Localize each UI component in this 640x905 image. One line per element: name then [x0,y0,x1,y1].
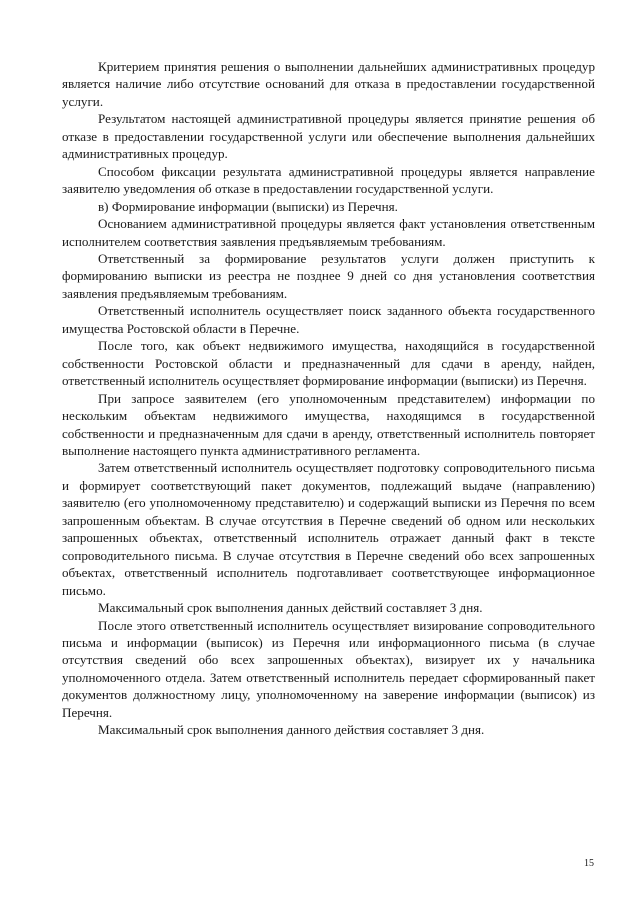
paragraph: Способом фиксации результата административной процедуры является направление заявителю уведомления об отказе в предоставлении государственной услуги. [62,163,595,197]
paragraph: Максимальный срок выполнения данного действия составляет 3 дня. [98,722,485,738]
paragraph: Затем ответственный исполнитель осуществляет подготовку сопроводительного письма и формирует соответствующий пакет документов, подлежащий выдаче (направлению) заявителю (его уполномоченному представителю) и содержащий выписки из Перечня по всем запрошенным объектам. В случае отсутствия в Перечне сведений об одном или нескольких запрошенных объектах, ответственный исполнитель отражает данный факт в тексте сопроводительного письма. В случае отсутствия в Перечне сведений обо всех запрошенных объектах, ответственный исполнитель подготавливает соответствующее информационное письмо. [62,460,595,598]
page-number: 15 [584,858,594,869]
paragraph: После того, как объект недвижимого имущества, находящийся в государственной собственности Ростовской области и предназначенный для сдачи в аренду, найден, ответственный исполнитель осуществляет формирование информации (выписки) из Перечня. [62,338,595,389]
paragraph: Максимальный срок выполнения данных действий составляет 3 дня. [98,600,483,616]
paragraph: После этого ответственный исполнитель осуществляет визирование сопроводительного письма и информации (выписок) из Перечня или информационного письма (в случае отсутствия сведений обо всех запрошенных объектах), визирует их у начальника уполномоченного отдела. Затем ответственный исполнитель передает сформированный пакет документов должностному лицу, уполномоченному на заверение информации (выписок) из Перечня. [62,617,595,720]
paragraph: Ответственный исполнитель осуществляет поиск заданного объекта государственного имущества Ростовской области в Перечне. [62,303,595,336]
paragraph: Критерием принятия решения о выполнении дальнейших административных процедур является наличие либо отсутствие оснований для отказа в предоставлении государственной услуги. [62,59,595,109]
paragraph: Основанием административной процедуры является факт установления ответственным исполнителем соответствия заявления предъявляемым требованиям. [62,216,595,249]
document-page [62,58,595,739]
paragraph: Результатом настоящей административной процедуры является принятие решения об отказе в предоставлении государственной услуги или обеспечение выполнения дальнейших административных процедур. [62,111,595,162]
paragraph: При запросе заявителем (его уполномоченным представителем) информации по нескольким объектам недвижимого имущества, находящимся в государственной собственности и предназначенным для сдачи в аренду, ответственный исполнитель повторяет выполнение настоящего пункта административного регламента. [62,390,595,458]
section-heading: в) Формирование информации (выписки) из Перечня. [98,198,398,214]
paragraph: Ответственный за формирование результатов услуги должен приступить к формированию выписки из реестра не позднее 9 дней со дня установления соответствия заявления предъявляемым требованиям. [62,250,595,301]
